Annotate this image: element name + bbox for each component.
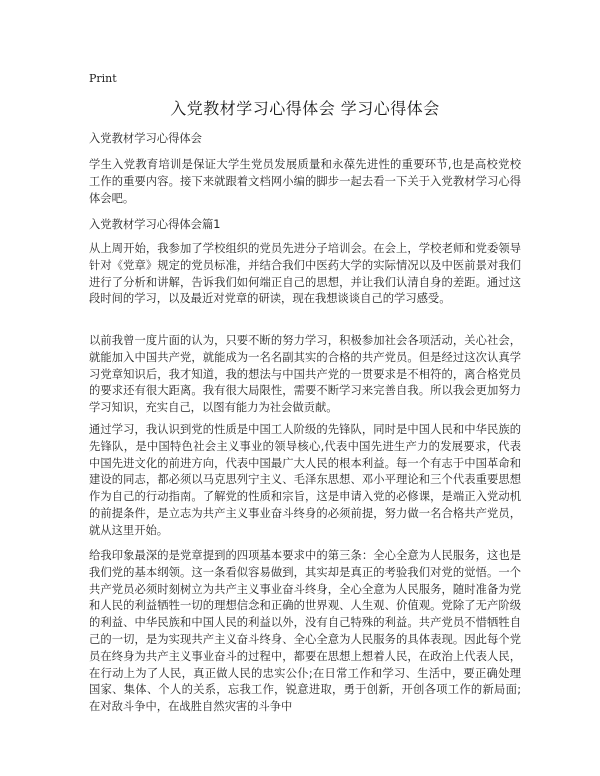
body-paragraph-3: 通过学习，我认识到党的性质是中国工人阶级的先锋队，同时是中国人民和中华民族的先锋队，是中国特色社会主义事业的领导核心,代表中国先进生产力的发展要求，代表中国先进文化的前进方向，代表中国最广大人民的根本利益。每一个有志于中国革命和建设的同志，都必须以马克思列宁主义、毛泽东思想、邓小平理论和三个代表重要思想作为自己的行动指南。了解党的性质和宗旨，这是申请入党的必修课，是端正入党动机的前提条件，是立志为共产主义事业奋斗终身的必须前提，努力做一名合格共产党员，就从这里开始。 bbox=[89, 423, 521, 537]
document-title: 入党教材学习心得体会 学习心得体会 bbox=[170, 99, 440, 118]
intro-paragraph: 学生入党教育培训是保证大学生党员发展质量和永葆先进性的重要环节,也是高校党校工作的重要内容。接下来就跟着文档网小编的脚步一起去看一下关于入党教材学习心得体会吧。 bbox=[89, 158, 521, 205]
body-paragraph-4: 给我印象最深的是党章提到的四项基本要求中的第三条：全心全意为人民服务，这也是我们党的基本纲领。这一条看似容易做到，其实却是真正的考验我们对党的觉悟。一个共产党员必须时刻树立为共产主义事业奋斗终身，全心全意为人民服务，随时准备为党和人民的利益牺牲一切的理想信念和正确的世界观、人生观、价值观。党除了无产阶级的利益、中华民族和中国人民的利益以外，没有自己特殊的利益。共产党员不惜牺牲自己的一切，是为实现共产主义奋斗终身、全心全意为人民服务的具体表现。因此每个党员在终身为共产主义事业奋斗的过程中，都要在思想上想着人民，在政治上代表人民，在行动上为了人民，真正做人民的忠实公仆;在日常工作和学习、生活中，要正确处理国家、集体、个人的关系，忘我工作，锐意进取，勇于创新，开创各项工作的新局面;在对敌斗争中，在战胜自然灾害的斗争中 bbox=[89, 549, 521, 714]
section-heading: 入党教材学习心得体会篇1 bbox=[89, 218, 221, 231]
body-paragraph-1: 从上周开始，我参加了学校组织的党员先进分子培训会。在会上，学校老师和党委领导针对《党章》规定的党员标准，并结合我们中医药大学的实际情况以及中医前景对我们进行了分析和讲解，告诉我们如何端正自己的思想，并让我们认清自身的差距。通过这段时间的学习，以及最近对党章的研读，现在我想谈谈自己的学习感受。 bbox=[89, 242, 521, 306]
document-subtitle: 入党教材学习心得体会 bbox=[89, 132, 202, 145]
body-paragraph-2: 以前我曾一度片面的认为，只要不断的努力学习，积极参加社会各项活动，关心社会，就能加入中国共产党，就能成为一名名副其实的合格的共产党员。但是经过这次认真学习党章知识后，我才知道，我的想法与中国共产党的一贯要求是不相符的，离合格党员的要求还有很大距离。我有很大局限性，需要不断学习来完善自我。所以我会更加努力学习知识，充实自己，以图有能力为社会做贡献。 bbox=[89, 334, 521, 415]
print-label: Print bbox=[89, 72, 117, 85]
